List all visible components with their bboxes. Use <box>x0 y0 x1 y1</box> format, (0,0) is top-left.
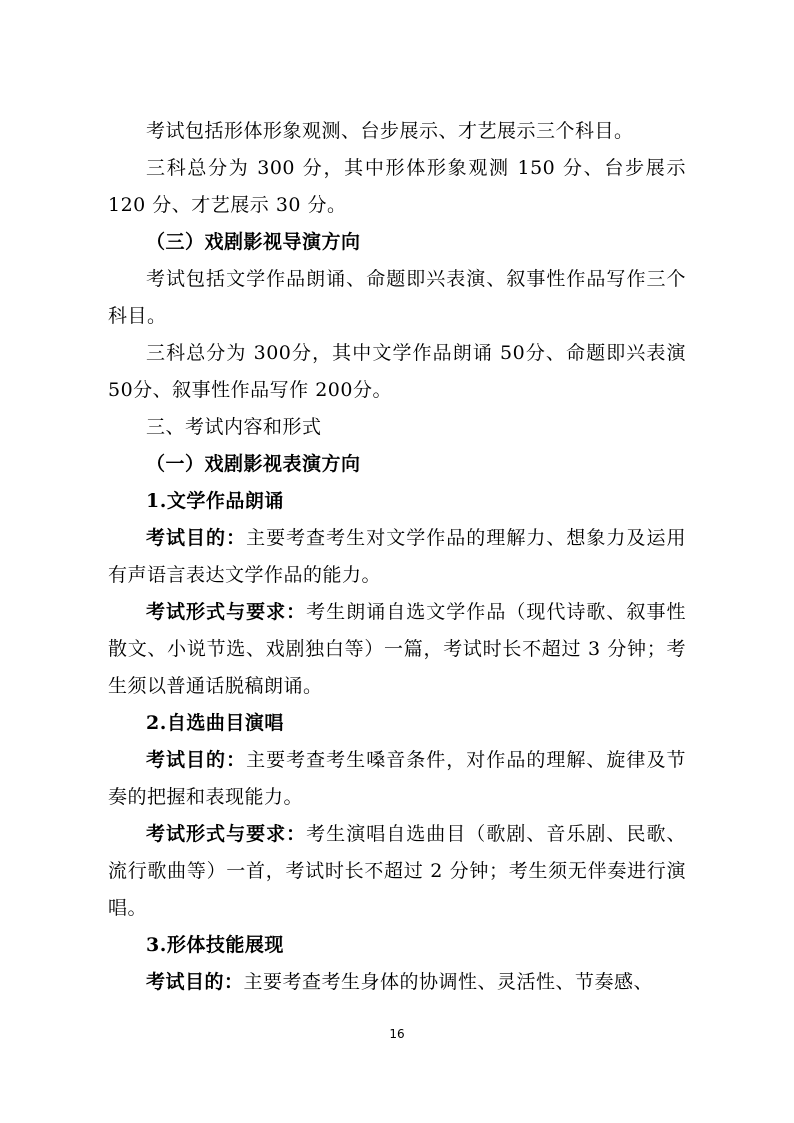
paragraph-recitation-purpose <box>108 520 686 594</box>
paragraph-text: 三科总分为 300 分，其中形体形象观测 150 分、台步展示120 分、才艺展示 30 分。 <box>108 157 686 216</box>
heading-text: （一）戏剧影视表演方向 <box>146 453 361 475</box>
heading-text: 三、考试内容和形式 <box>146 416 322 438</box>
paragraph-exam-subjects-model <box>108 113 686 150</box>
paragraph-label: 考试目的： <box>146 971 244 993</box>
paragraph-exam-subjects-directing <box>108 261 686 335</box>
heading-body-skills <box>108 927 686 964</box>
paragraph-text: 主要考查考生对文学作品的理解力、想象力及运用有声语言表达文学作品的能力。 <box>108 527 686 586</box>
paragraph-label: 考试目的： <box>146 749 247 771</box>
heading-acting-direction <box>108 446 686 483</box>
paragraph-score-model <box>108 150 686 224</box>
heading-text: 2.自选曲目演唱 <box>146 712 284 734</box>
paragraph-text: 考试包括文学作品朗诵、命题即兴表演、叙事性作品写作三个科目。 <box>108 268 686 327</box>
heading-text: （三）戏剧影视导演方向 <box>146 231 361 253</box>
document-body <box>108 113 686 1001</box>
paragraph-recitation-requirements <box>108 594 686 705</box>
paragraph-body-purpose <box>108 964 686 1001</box>
page-number: 16 <box>389 1027 405 1041</box>
paragraph-song-requirements <box>108 816 686 927</box>
paragraph-score-directing <box>108 335 686 409</box>
heading-text: 3.形体技能展现 <box>146 934 284 956</box>
paragraph-text: 考生朗诵自选文学作品（现代诗歌、叙事性散文、小说节选、戏剧独白等）一篇，考试时长不超过 3 分钟；考生须以普通话脱稿朗诵。 <box>108 601 686 697</box>
paragraph-text: 主要考查考生嗓音条件，对作品的理解、旋律及节奏的把握和表现能力。 <box>108 749 686 808</box>
paragraph-label: 考试目的： <box>146 527 247 549</box>
paragraph-label: 考试形式与要求： <box>146 823 307 845</box>
heading-literary-recitation <box>108 483 686 520</box>
heading-song-performance <box>108 705 686 742</box>
paragraph-text: 考生演唱自选曲目（歌剧、音乐剧、民歌、流行歌曲等）一首，考试时长不超过 2 分钟；考生须无伴奏进行演唱。 <box>108 823 686 919</box>
paragraph-text: 三科总分为 300分，其中文学作品朗诵 50分、命题即兴表演 50分、叙事性作品写作 200分。 <box>108 342 686 401</box>
paragraph-text: 主要考查考生身体的协调性、灵活性、节奏感、 <box>243 971 654 993</box>
paragraph-song-purpose <box>108 742 686 816</box>
paragraph-text: 考试包括形体形象观测、台步展示、才艺展示三个科目。 <box>146 120 634 142</box>
paragraph-label: 考试形式与要求： <box>146 601 307 623</box>
heading-exam-content-form <box>108 409 686 446</box>
heading-text: 1.文学作品朗诵 <box>146 490 284 512</box>
heading-directing-direction <box>108 224 686 261</box>
